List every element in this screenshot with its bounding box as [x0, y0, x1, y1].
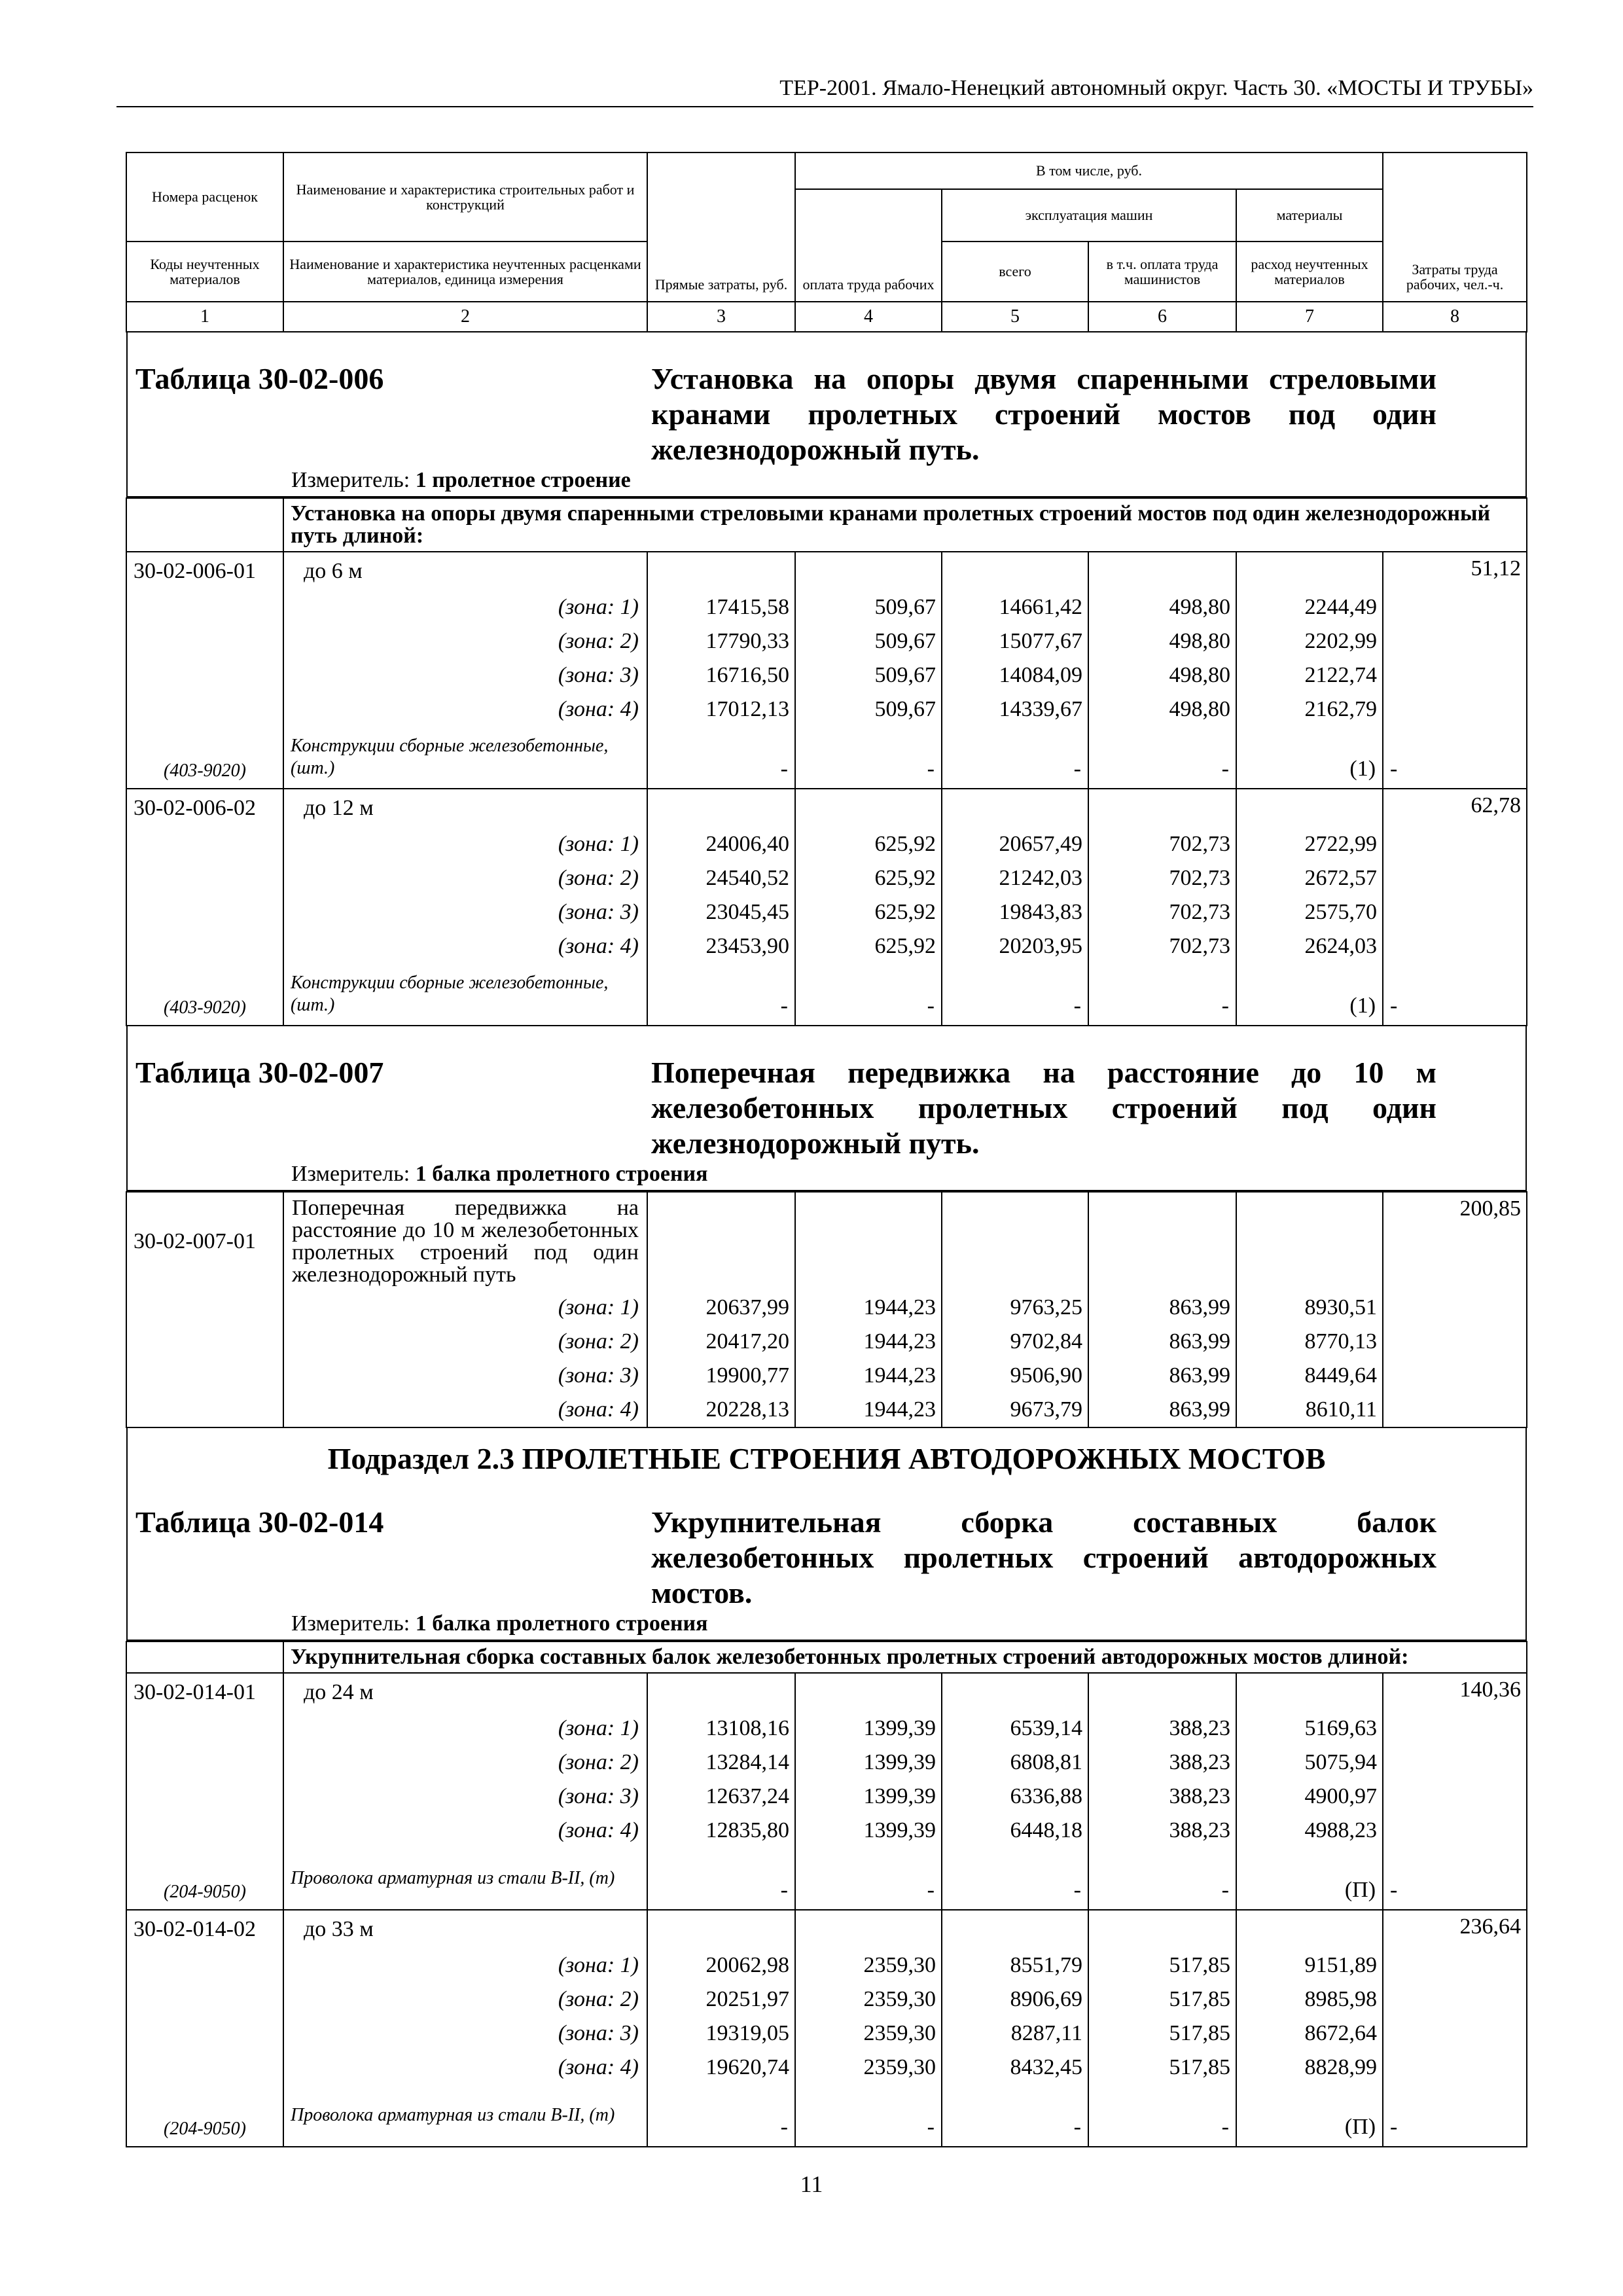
zone-value: 17012,13 [647, 692, 795, 726]
zone-value: 509,67 [795, 692, 942, 726]
material-value: - [647, 963, 795, 1026]
table-number: Таблица 30-02-014 [135, 1505, 384, 1539]
zone-value: 8906,69 [942, 1982, 1088, 2017]
material-value: - [647, 726, 795, 789]
zone-value: 19620,74 [647, 2051, 795, 2085]
zone-label: (зона: 1) [283, 1712, 647, 1746]
zone-label: (зона: 2) [283, 624, 647, 658]
zone-value: 702,73 [1088, 861, 1236, 895]
zone-value: 2162,79 [1236, 692, 1383, 726]
material-value: - [1088, 2085, 1236, 2147]
zone-value: 2575,70 [1236, 895, 1383, 929]
table-title-row [128, 1476, 1525, 1611]
zone-value: 8432,45 [942, 2051, 1088, 2085]
empty-cell [1383, 1982, 1527, 2017]
zone-value: 702,73 [1088, 827, 1236, 861]
empty-cell [1383, 624, 1527, 658]
col-number: 2 [283, 302, 647, 332]
zone-value: 4988,23 [1236, 1814, 1383, 1848]
material-value: - [795, 2085, 942, 2147]
empty-cell [126, 2017, 283, 2051]
table-description: Поперечная передвижка на расстояние до 10 м железобетонных пролетных строений под один железнодорожный путь. [651, 1056, 1436, 1160]
rate-code: 30-02-006-02 [126, 789, 283, 827]
zone-value: 509,67 [795, 590, 942, 624]
col6-header: в т.ч. оплата труда машинистов [1088, 242, 1236, 302]
zone-value: 8770,13 [1236, 1325, 1383, 1359]
zone-label: (зона: 1) [283, 590, 647, 624]
zone-value: 23453,90 [647, 929, 795, 963]
zone-value: 2202,99 [1236, 624, 1383, 658]
zone-value: 8610,11 [1236, 1393, 1383, 1427]
zone-value: 21242,03 [942, 861, 1088, 895]
zone-value: 1399,39 [795, 1712, 942, 1746]
zone-value: 863,99 [1088, 1359, 1236, 1393]
col-number: 7 [1236, 302, 1383, 332]
empty-cell [126, 658, 283, 692]
empty-cell [1088, 1192, 1236, 1291]
empty-cell [795, 1910, 942, 1948]
table-section [126, 332, 1527, 1026]
zone-value: 625,92 [795, 861, 942, 895]
empty-cell [1236, 1910, 1383, 1948]
col-number: 5 [942, 302, 1088, 332]
zone-value: 4900,97 [1236, 1780, 1383, 1814]
empty-cell [126, 895, 283, 929]
table-section [126, 1026, 1527, 1427]
col-number: 3 [647, 302, 795, 332]
empty-cell [126, 1746, 283, 1780]
labor-cost: 236,64 [1383, 1910, 1527, 1948]
zone-value: 9763,25 [942, 1291, 1088, 1325]
rate-code: 30-02-006-01 [126, 552, 283, 590]
empty-cell [126, 1325, 283, 1359]
zone-value: 2359,30 [795, 1982, 942, 2017]
zone-value: 509,67 [795, 624, 942, 658]
table-title-row [128, 1026, 1525, 1161]
zone-value: 8930,51 [1236, 1291, 1383, 1325]
col4-header: оплата труда рабочих [795, 189, 942, 302]
empty-cell [1383, 590, 1527, 624]
empty-cell [1383, 1948, 1527, 1982]
zone-value: 702,73 [1088, 929, 1236, 963]
empty-cell [1383, 1359, 1527, 1393]
empty-cell [126, 1712, 283, 1746]
zone-value: 14661,42 [942, 590, 1088, 624]
material-value: (П) [1236, 2085, 1383, 2147]
zone-value: 8672,64 [1236, 2017, 1383, 2051]
col2-header-bottom: Наименование и характеристика неучтенных расценками материалов, единица измерения [283, 242, 647, 302]
col1-header-bottom: Коды неучтенных материалов [126, 242, 283, 302]
empty-cell [1383, 1325, 1527, 1359]
material-value: (П) [1236, 1848, 1383, 1910]
zone-value: 2672,57 [1236, 861, 1383, 895]
zone-value: 625,92 [795, 895, 942, 929]
section-title-box [126, 1026, 1527, 1191]
table-description: Укрупнительная сборка составных балок железобетонных пролетных строений автодорожных мостов. [651, 1505, 1436, 1609]
material-value: - [942, 2085, 1088, 2147]
zone-value: 2722,99 [1236, 827, 1383, 861]
material-value: (1) [1236, 963, 1383, 1026]
zone-label: (зона: 1) [283, 1948, 647, 1982]
zone-value: 20062,98 [647, 1948, 795, 1982]
rate-code: 30-02-007-01 [126, 1192, 283, 1291]
group-header-text: Укрупнительная сборка составных балок железобетонных пролетных строений автодорожных мостов длиной: [283, 1641, 1527, 1673]
empty-cell [1088, 789, 1236, 827]
zone-value: 24540,52 [647, 861, 795, 895]
running-header: ТЕР-2001. Ямало-Ненецкий автономный округ. Часть 30. «МОСТЫ И ТРУБЫ» [116, 71, 1533, 107]
zone-value: 625,92 [795, 929, 942, 963]
zone-value: 12835,80 [647, 1814, 795, 1848]
material-value: - [1383, 963, 1527, 1026]
col7-header: расход неучтенных материалов [1236, 242, 1383, 302]
zone-value: 388,23 [1088, 1746, 1236, 1780]
material-name: Конструкции сборные железобетонные, (шт.) [283, 963, 647, 1026]
zone-value: 1944,23 [795, 1325, 942, 1359]
machines-header: эксплуатация машин [942, 189, 1236, 242]
section-title-cell [126, 1427, 1527, 1641]
material-name: Проволока арматурная из стали В-II, (т) [283, 2085, 647, 2147]
empty-cell [795, 789, 942, 827]
rate-code: 30-02-014-01 [126, 1673, 283, 1712]
zone-value: 517,85 [1088, 1948, 1236, 1982]
page-number: 11 [800, 2171, 823, 2197]
empty-cell [942, 552, 1088, 590]
empty-cell [1236, 1673, 1383, 1712]
empty-cell [795, 1673, 942, 1712]
labor-cost: 62,78 [1383, 789, 1527, 827]
empty-cell [1383, 2017, 1527, 2051]
empty-cell [1383, 1780, 1527, 1814]
zone-value: 8828,99 [1236, 2051, 1383, 2085]
zone-label: (зона: 2) [283, 1325, 647, 1359]
zone-value: 2122,74 [1236, 658, 1383, 692]
zone-value: 702,73 [1088, 895, 1236, 929]
zone-value: 388,23 [1088, 1814, 1236, 1848]
zone-value: 1399,39 [795, 1780, 942, 1814]
zone-value: 498,80 [1088, 624, 1236, 658]
zone-value: 498,80 [1088, 658, 1236, 692]
empty-cell [1383, 2051, 1527, 2085]
material-value: - [795, 726, 942, 789]
measure-line [128, 1611, 1525, 1640]
group-spacer [126, 1641, 283, 1673]
measure-value: 1 балка пролетного строения [415, 1162, 708, 1186]
zone-value: 388,23 [1088, 1712, 1236, 1746]
empty-cell [647, 552, 795, 590]
material-value: - [942, 963, 1088, 1026]
zone-value: 1944,23 [795, 1359, 942, 1393]
zone-value: 14084,09 [942, 658, 1088, 692]
zone-value: 863,99 [1088, 1325, 1236, 1359]
rate-name: до 12 м [283, 789, 647, 827]
zone-value: 20251,97 [647, 1982, 795, 2017]
material-value: - [647, 2085, 795, 2147]
material-value: - [1383, 726, 1527, 789]
zone-label: (зона: 1) [283, 827, 647, 861]
empty-cell [1383, 1746, 1527, 1780]
zone-value: 509,67 [795, 658, 942, 692]
col8-header: Затраты труда рабочих, чел.-ч. [1383, 152, 1527, 302]
empty-cell [1383, 1814, 1527, 1848]
section-title-cell [126, 332, 1527, 498]
empty-cell [126, 929, 283, 963]
zone-value: 23045,45 [647, 895, 795, 929]
empty-cell [1088, 1673, 1236, 1712]
empty-cell [1383, 1712, 1527, 1746]
zone-value: 9506,90 [942, 1359, 1088, 1393]
empty-cell [126, 1948, 283, 1982]
zone-value: 8551,79 [942, 1948, 1088, 1982]
col-number: 1 [126, 302, 283, 332]
zone-label: (зона: 3) [283, 658, 647, 692]
zone-value: 625,92 [795, 827, 942, 861]
materials-header: материалы [1236, 189, 1383, 242]
empty-cell [647, 1192, 795, 1291]
table-number: Таблица 30-02-006 [135, 362, 384, 395]
zone-value: 20637,99 [647, 1291, 795, 1325]
rate-name: до 33 м [283, 1910, 647, 1948]
zone-value: 2624,03 [1236, 929, 1383, 963]
empty-cell [647, 1910, 795, 1948]
zone-value: 20228,13 [647, 1393, 795, 1427]
zone-value: 2359,30 [795, 1948, 942, 1982]
zone-value: 1944,23 [795, 1393, 942, 1427]
zone-value: 20203,95 [942, 929, 1088, 963]
zone-value: 498,80 [1088, 590, 1236, 624]
empty-cell [126, 624, 283, 658]
zone-value: 5169,63 [1236, 1712, 1383, 1746]
col2-header-top: Наименование и характеристика строительных работ и конструкций [283, 152, 647, 242]
zone-value: 1944,23 [795, 1291, 942, 1325]
rates-document [126, 152, 1526, 2147]
zone-label: (зона: 3) [283, 2017, 647, 2051]
material-value: - [795, 963, 942, 1026]
empty-cell [126, 1982, 283, 2017]
material-value: - [942, 1848, 1088, 1910]
section-title-box [126, 1428, 1527, 1641]
zone-value: 15077,67 [942, 624, 1088, 658]
material-code: (403-9020) [126, 726, 283, 789]
material-code: (403-9020) [126, 963, 283, 1026]
zone-label: (зона: 4) [283, 1814, 647, 1848]
empty-cell [126, 1393, 283, 1427]
rate-name: Поперечная передвижка на расстояние до 10 м железобетонных пролетных строений под один железнодорожный путь [283, 1192, 647, 1291]
zone-value: 1399,39 [795, 1814, 942, 1848]
empty-cell [1383, 827, 1527, 861]
measure-value: 1 балка пролетного строения [415, 1611, 708, 1636]
zone-label: (зона: 4) [283, 692, 647, 726]
empty-cell [1383, 692, 1527, 726]
col1-header-top: Номера расценок [126, 152, 283, 242]
zone-value: 2244,49 [1236, 590, 1383, 624]
empty-cell [1383, 929, 1527, 963]
material-value: - [1383, 2085, 1527, 2147]
zone-value: 19319,05 [647, 2017, 795, 2051]
empty-cell [647, 1673, 795, 1712]
empty-cell [795, 1192, 942, 1291]
rate-name: до 6 м [283, 552, 647, 590]
col-number: 6 [1088, 302, 1236, 332]
measure-label: Измеритель: [291, 1162, 410, 1186]
zone-label: (зона: 3) [283, 1359, 647, 1393]
zone-value: 863,99 [1088, 1291, 1236, 1325]
zone-value: 9151,89 [1236, 1948, 1383, 1982]
material-name: Конструкции сборные железобетонные, (шт.) [283, 726, 647, 789]
empty-cell [126, 861, 283, 895]
empty-cell [942, 1192, 1088, 1291]
empty-cell [1383, 1291, 1527, 1325]
material-value: - [942, 726, 1088, 789]
labor-cost: 51,12 [1383, 552, 1527, 590]
zone-value: 517,85 [1088, 1982, 1236, 2017]
zone-value: 9673,79 [942, 1393, 1088, 1427]
section-title-box [126, 332, 1527, 497]
zone-value: 5075,94 [1236, 1746, 1383, 1780]
empty-cell [1088, 552, 1236, 590]
zone-label: (зона: 4) [283, 929, 647, 963]
zone-value: 20417,20 [647, 1325, 795, 1359]
empty-cell [126, 692, 283, 726]
zone-value: 14339,67 [942, 692, 1088, 726]
zone-value: 9702,84 [942, 1325, 1088, 1359]
zone-value: 6336,88 [942, 1780, 1088, 1814]
col-number: 8 [1383, 302, 1527, 332]
zone-label: (зона: 1) [283, 1291, 647, 1325]
zone-value: 20657,49 [942, 827, 1088, 861]
empty-cell [126, 1780, 283, 1814]
material-name: Проволока арматурная из стали В-II, (т) [283, 1848, 647, 1910]
empty-cell [1236, 789, 1383, 827]
zone-label: (зона: 4) [283, 2051, 647, 2085]
empty-cell [126, 1291, 283, 1325]
empty-cell [1236, 552, 1383, 590]
empty-cell [1383, 861, 1527, 895]
empty-cell [942, 1910, 1088, 1948]
empty-cell [1383, 895, 1527, 929]
rate-name: до 24 м [283, 1673, 647, 1712]
zone-value: 19900,77 [647, 1359, 795, 1393]
material-code: (204-9050) [126, 2085, 283, 2147]
empty-cell [647, 789, 795, 827]
empty-cell [942, 1673, 1088, 1712]
zone-value: 6448,18 [942, 1814, 1088, 1848]
empty-cell [1383, 1393, 1527, 1427]
table-number: Таблица 30-02-007 [135, 1056, 384, 1089]
empty-cell [1383, 658, 1527, 692]
empty-cell [126, 1814, 283, 1848]
col3-header: Прямые затраты, руб. [647, 152, 795, 302]
measure-line [128, 467, 1525, 496]
rates-table [126, 152, 1527, 2147]
zone-value: 388,23 [1088, 1780, 1236, 1814]
empty-cell [126, 590, 283, 624]
table-description: Установка на опоры двумя спаренными стреловыми кранами пролетных строений мостов под один железнодорожный путь. [651, 362, 1436, 466]
zone-label: (зона: 4) [283, 1393, 647, 1427]
rate-code: 30-02-014-02 [126, 1910, 283, 1948]
zone-value: 6808,81 [942, 1746, 1088, 1780]
col5-header: всего [942, 242, 1088, 302]
zone-value: 17415,58 [647, 590, 795, 624]
zone-label: (зона: 3) [283, 1780, 647, 1814]
table-title-row [128, 332, 1525, 467]
zone-label: (зона: 2) [283, 1746, 647, 1780]
empty-cell [126, 2051, 283, 2085]
material-code: (204-9050) [126, 1848, 283, 1910]
zone-value: 13284,14 [647, 1746, 795, 1780]
material-value: - [1088, 963, 1236, 1026]
material-value: - [795, 1848, 942, 1910]
zone-value: 8449,64 [1236, 1359, 1383, 1393]
zone-value: 1399,39 [795, 1746, 942, 1780]
empty-cell [942, 789, 1088, 827]
measure-line [128, 1161, 1525, 1190]
zone-value: 8287,11 [942, 2017, 1088, 2051]
section-title-cell [126, 1026, 1527, 1192]
zone-value: 12637,24 [647, 1780, 795, 1814]
zone-value: 2359,30 [795, 2051, 942, 2085]
empty-cell [126, 1359, 283, 1393]
zone-value: 863,99 [1088, 1393, 1236, 1427]
zone-value: 8985,98 [1236, 1982, 1383, 2017]
group-spacer [126, 498, 283, 552]
zone-value: 6539,14 [942, 1712, 1088, 1746]
empty-cell [126, 827, 283, 861]
zone-value: 498,80 [1088, 692, 1236, 726]
material-value: (1) [1236, 726, 1383, 789]
zone-value: 2359,30 [795, 2017, 942, 2051]
group-header: В том числе, руб. [795, 152, 1383, 189]
zone-value: 17790,33 [647, 624, 795, 658]
empty-cell [1236, 1192, 1383, 1291]
zone-value: 24006,40 [647, 827, 795, 861]
zone-value: 517,85 [1088, 2051, 1236, 2085]
zone-value: 517,85 [1088, 2017, 1236, 2051]
measure-value: 1 пролетное строение [415, 468, 631, 492]
zone-label: (зона: 2) [283, 1982, 647, 2017]
measure-label: Измеритель: [291, 1611, 410, 1636]
zone-value: 16716,50 [647, 658, 795, 692]
zone-value: 13108,16 [647, 1712, 795, 1746]
zone-label: (зона: 3) [283, 895, 647, 929]
material-value: - [1088, 726, 1236, 789]
group-header-text: Установка на опоры двумя спаренными стреловыми кранами пролетных строений мостов под один железнодорожный путь длиной: [283, 498, 1527, 552]
col-number: 4 [795, 302, 942, 332]
measure-label: Измеритель: [291, 468, 410, 492]
zone-value: 19843,83 [942, 895, 1088, 929]
zone-label: (зона: 2) [283, 861, 647, 895]
labor-cost: 200,85 [1383, 1192, 1527, 1291]
subsection-title: Подраздел 2.3 ПРОЛЕТНЫЕ СТРОЕНИЯ АВТОДОРОЖНЫХ МОСТОВ [327, 1442, 1326, 1475]
material-value: - [647, 1848, 795, 1910]
material-value: - [1088, 1848, 1236, 1910]
empty-cell [1088, 1910, 1236, 1948]
empty-cell [795, 552, 942, 590]
table-section [126, 1427, 1527, 2147]
material-value: - [1383, 1848, 1527, 1910]
labor-cost: 140,36 [1383, 1673, 1527, 1712]
